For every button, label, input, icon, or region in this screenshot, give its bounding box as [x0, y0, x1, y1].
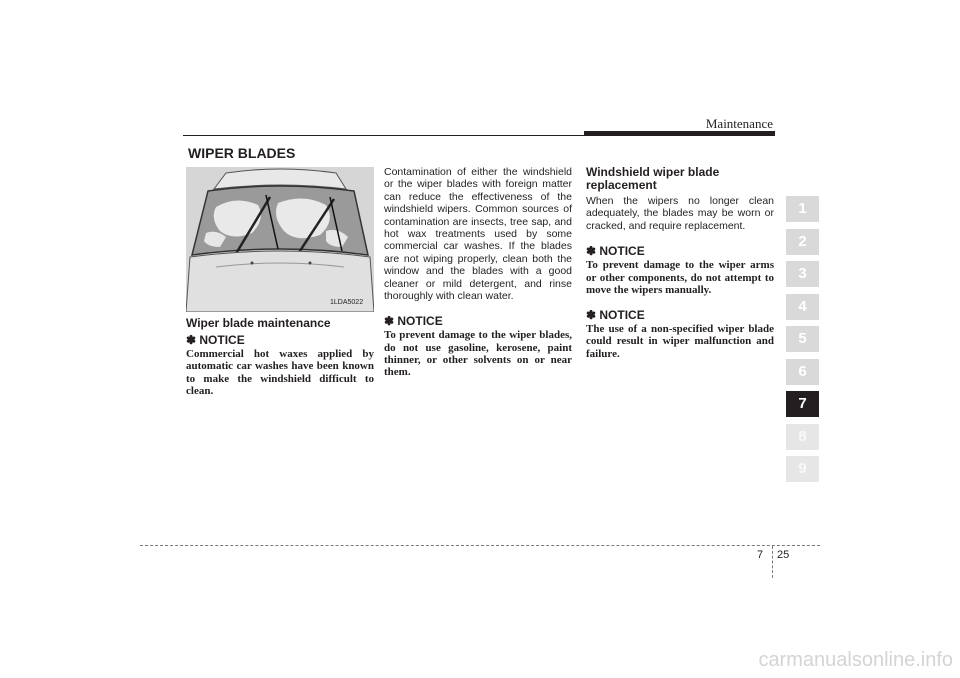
subheading-wiper-blade-replacement: Windshield wiper blade replacement — [586, 165, 720, 192]
section-title: WIPER BLADES — [188, 145, 296, 161]
chapter-tab-1[interactable]: 1 — [786, 196, 819, 222]
footer-divider — [772, 546, 773, 578]
chapter-tab-3[interactable]: 3 — [786, 261, 819, 287]
notice-heading: ✽ NOTICE — [186, 333, 245, 347]
chapter-tab-2[interactable]: 2 — [786, 229, 819, 255]
column-2 — [384, 166, 572, 379]
notice-heading: ✽ NOTICE — [586, 244, 645, 259]
body-paragraph: When the wipers no longer clean adequately, the blades may be worn or cracked, and require replacement. — [586, 195, 774, 232]
notice-text: To prevent damage to the wiper arms or other components, do not attempt to move the wipers manually. — [586, 259, 774, 296]
windshield-illustration — [186, 167, 374, 312]
chapter-tab-8[interactable]: 8 — [786, 424, 819, 450]
notice-text: The use of a non-specified wiper blade could result in wiper malfunction and failure. — [586, 323, 774, 360]
column-3 — [586, 166, 774, 360]
notice-text: To prevent damage to the wiper blades, do not use gasoline, kerosene, paint thinner, or other solvents on or near them. — [384, 329, 572, 379]
notice-heading: ✽ NOTICE — [384, 314, 443, 329]
column-1 — [186, 317, 374, 397]
chapter-tab-7[interactable]: 7 — [786, 391, 819, 417]
body-paragraph: Contamination of either the windshield or the wiper blades with foreign matter can reduce the effectiveness of the windshield wipers. Common sources of contamination are insects, tree sap, and hot wax treatments used by some commercial car washes. If the blades are not wiping properly, clean both the window and the blades with a good cleaner or mild detergent, and rinse thoroughly with clean water. — [384, 166, 572, 303]
windshield-drawing — [186, 167, 374, 312]
chapter-tab-9[interactable]: 9 — [786, 456, 819, 482]
page-chapter-number: 7 — [757, 549, 764, 561]
chapter-tab-6[interactable]: 6 — [786, 359, 819, 385]
header-rule-bar — [584, 131, 775, 136]
chapter-tab-5[interactable]: 5 — [786, 326, 819, 352]
header-rule — [183, 135, 588, 136]
figure-code: 1LDA5022 — [330, 299, 364, 306]
page-number: 25 — [777, 549, 790, 561]
chapter-tab-4[interactable]: 4 — [786, 294, 819, 320]
footer-rule — [140, 545, 820, 546]
subheading-wiper-blade-maintenance: Wiper blade maintenance — [186, 316, 331, 330]
running-header: Maintenance — [705, 116, 773, 131]
chapter-tabs — [786, 196, 819, 489]
notice-text: Commercial hot waxes applied by automatic car washes have been known to make the windshield difficult to clean. — [186, 348, 374, 397]
watermark: carmanualsonline.info — [758, 649, 953, 671]
notice-heading: ✽ NOTICE — [586, 308, 645, 323]
